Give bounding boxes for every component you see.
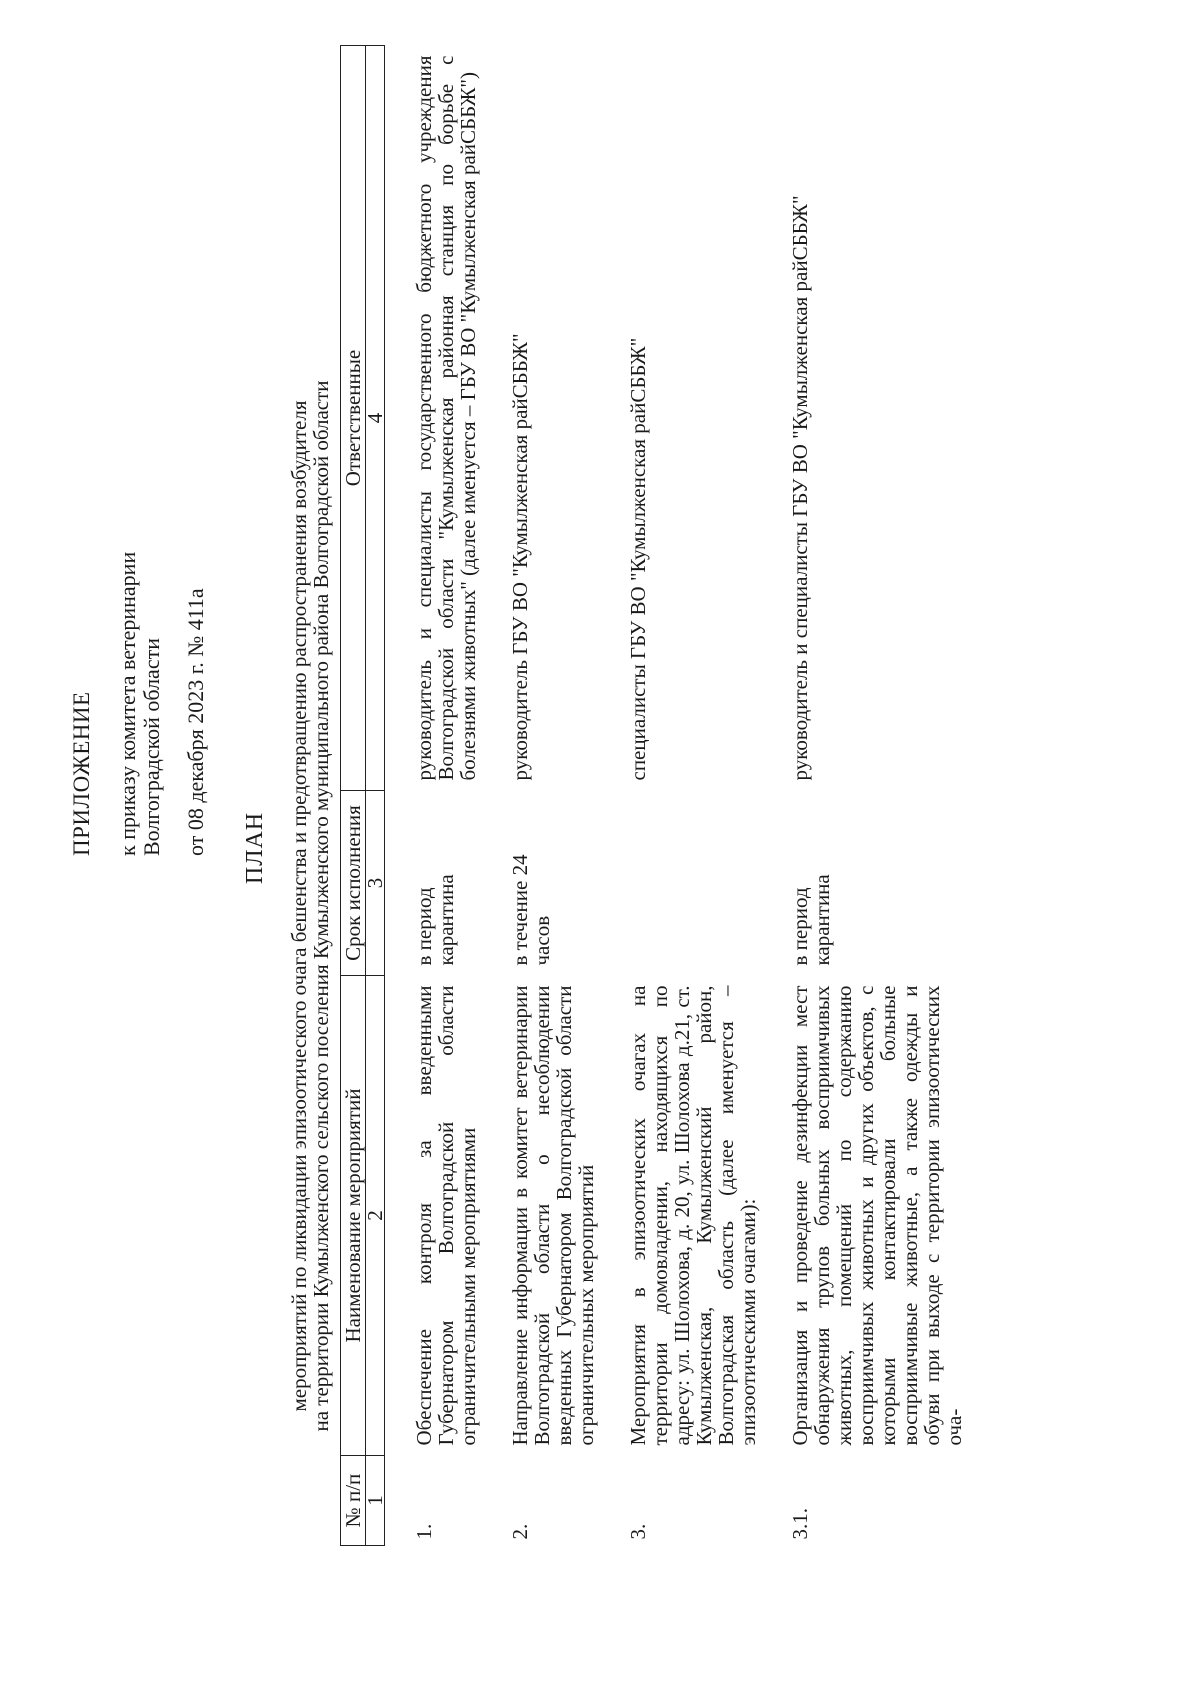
table-row [789,46,995,1546]
plan-subtitle-line-2: на территории Кумылженского сельского поселения Кумылженского муниципального района Волгоградской области [309,380,333,1432]
plan-subtitle-line-1: мероприятий по ликвидации эпизоотического очага бешенства и предотвращению распространения возбудителя [287,400,311,1412]
row-number: 1. [412,1523,436,1540]
row-action: Мероприятия в эпизоотических очагах на территории домовладении, находящихся по адресу: ул. Шолохова, д. 20, ул. Шолохова д.21, ст. Кумылженская, Кумылженский район, Волгоградская область (далее именуется – эпизоотическими очагами): [626,985,760,1446]
plan-table [340,45,995,1546]
plan-subtitle [288,326,332,1486]
row-due [627,791,789,976]
column-number: 2 [366,976,385,1456]
column-number: 4 [366,46,385,791]
header-due: Срок исполнения [341,791,366,976]
appendix-title: ПРИЛОЖЕНИЕ [69,691,94,856]
row-action: Направление информации в комитет ветеринарии Волгоградской области о несоблюдении введенных Губернатором Волгоградской области ограничительных мероприятий [508,985,598,1446]
row-due: в период карантина [788,874,834,966]
column-number: 1 [366,1456,385,1546]
table-column-numbers-row [366,46,385,1546]
header-action: Наименование мероприятий [341,976,366,1456]
table-row [627,46,789,1546]
appendix-block [70,396,208,856]
row-responsible: специалисты ГБУ ВО "Кумылженская райСББЖ" [626,337,650,781]
column-number: 3 [366,791,385,976]
appendix-date: от 08 декабря 2023 г. № 411а [183,588,208,856]
row-due: в течение 24 часов [508,854,554,966]
table-row [509,46,627,1546]
row-number: 3.1. [788,1508,812,1540]
row-number: 2. [508,1523,532,1540]
appendix-line-1: к приказу комитета ветеринарии [115,551,140,856]
header-responsible: Ответственные [341,46,366,791]
row-number: 3. [626,1523,650,1540]
table-header-row [341,46,366,1546]
row-action: Обеспечение контроля за введенными Губернатором Волгоградской области ограничительными мероприятиями [412,985,480,1446]
appendix-line-2: Волгоградской области [139,638,164,856]
row-responsible: руководитель и специалисты ГБУ ВО "Кумылженская райСББЖ" [788,195,812,781]
row-responsible: руководитель ГБУ ВО "Кумылженская райСББЖ" [508,333,532,781]
table-row [385,46,510,1546]
row-due: в период карантина [412,874,458,966]
plan-title: ПЛАН [242,811,268,885]
row-responsible: руководитель и специалисты государственного бюджетного учреждения Волгоградской области "Кумылженская районная станция по борьбе с болезнями животных" (далее именуется – ГБУ ВО "Кумылженская райСББЖ") [412,55,480,781]
header-number: № п/п [341,1456,366,1546]
row-action: Организация и проведение дезинфекции мест обнаружения трупов больных восприимчивых животных, помещений по содержанию восприимчивых животных и других объектов, с которыми контактировали больные восприимчивые животные, а также одежды и обуви при выходе с территории эпизоотических оча- [788,985,966,1446]
